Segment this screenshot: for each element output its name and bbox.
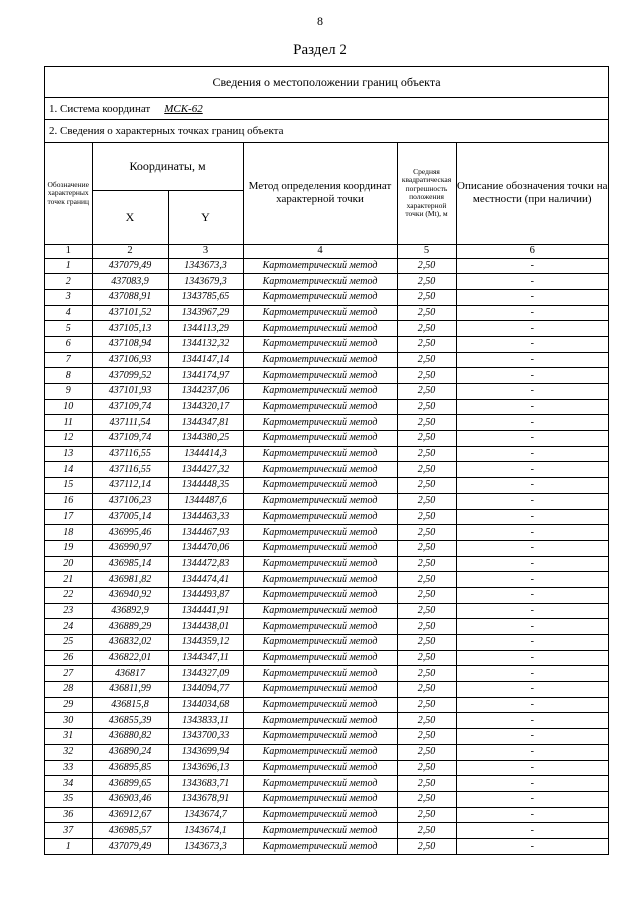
method-cell: Картометрический метод [243, 289, 397, 305]
description-cell: - [456, 587, 608, 603]
method-cell: Картометрический метод [243, 415, 397, 431]
method-cell: Картометрический метод [243, 258, 397, 274]
description-cell: - [456, 352, 608, 368]
point-number-cell: 5 [45, 321, 92, 337]
x-coordinate-cell: 436817 [92, 666, 168, 682]
method-cell: Картометрический метод [243, 478, 397, 494]
x-coordinate-cell: 436895,85 [92, 760, 168, 776]
description-cell: - [456, 258, 608, 274]
method-cell: Картометрический метод [243, 619, 397, 635]
y-coordinate-cell: 1343683,71 [168, 776, 243, 792]
col-header-x: X [92, 190, 168, 244]
x-coordinate-cell: 436995,46 [92, 525, 168, 541]
method-cell: Картометрический метод [243, 431, 397, 447]
table-row [45, 305, 608, 321]
x-coordinate-cell: 437101,52 [92, 305, 168, 321]
y-coordinate-cell: 1343679,3 [168, 274, 243, 290]
y-coordinate-cell: 1344359,12 [168, 635, 243, 651]
method-cell: Картометрический метод [243, 838, 397, 854]
x-coordinate-cell: 437116,55 [92, 446, 168, 462]
column-number-row [45, 244, 608, 258]
x-coordinate-cell: 437106,93 [92, 352, 168, 368]
point-number-cell: 8 [45, 368, 92, 384]
table-row [45, 744, 608, 760]
point-number-cell: 15 [45, 478, 92, 494]
method-cell: Картометрический метод [243, 462, 397, 478]
y-coordinate-cell: 1344237,06 [168, 384, 243, 400]
table-row [45, 650, 608, 666]
description-cell: - [456, 446, 608, 462]
x-coordinate-cell: 436940,92 [92, 587, 168, 603]
rms-error-cell: 2,50 [397, 258, 456, 274]
rms-error-cell: 2,50 [397, 540, 456, 556]
coord-system-label: 1. Система координат [49, 102, 151, 115]
description-cell: - [456, 682, 608, 698]
point-number-cell: 24 [45, 619, 92, 635]
table-row [45, 289, 608, 305]
description-cell: - [456, 744, 608, 760]
table-row [45, 776, 608, 792]
rms-error-cell: 2,50 [397, 572, 456, 588]
y-coordinate-cell: 1344472,83 [168, 556, 243, 572]
table-heading: Сведения о местоположении границ объекта [45, 67, 608, 98]
y-coordinate-cell: 1343967,29 [168, 305, 243, 321]
description-cell: - [456, 823, 608, 839]
x-coordinate-cell: 437105,13 [92, 321, 168, 337]
x-coordinate-cell: 437088,91 [92, 289, 168, 305]
description-cell: - [456, 415, 608, 431]
points-table [45, 143, 608, 854]
description-cell: - [456, 556, 608, 572]
point-number-cell: 19 [45, 540, 92, 556]
description-cell: - [456, 650, 608, 666]
point-number-cell: 4 [45, 305, 92, 321]
x-coordinate-cell: 436985,57 [92, 823, 168, 839]
method-cell: Картометрический метод [243, 760, 397, 776]
description-cell: - [456, 697, 608, 713]
point-number-cell: 29 [45, 697, 92, 713]
rms-error-cell: 2,50 [397, 462, 456, 478]
x-coordinate-cell: 436822,01 [92, 650, 168, 666]
rms-error-cell: 2,50 [397, 368, 456, 384]
rms-error-cell: 2,50 [397, 823, 456, 839]
column-number: 2 [92, 244, 168, 258]
table-row [45, 336, 608, 352]
x-coordinate-cell: 436981,82 [92, 572, 168, 588]
y-coordinate-cell: 1344320,17 [168, 399, 243, 415]
table-row [45, 399, 608, 415]
rms-error-cell: 2,50 [397, 791, 456, 807]
x-coordinate-cell: 436815,8 [92, 697, 168, 713]
table-row [45, 493, 608, 509]
table-row [45, 587, 608, 603]
rms-error-cell: 2,50 [397, 776, 456, 792]
x-coordinate-cell: 437079,49 [92, 258, 168, 274]
y-coordinate-cell: 1344438,01 [168, 619, 243, 635]
y-coordinate-cell: 1344347,11 [168, 650, 243, 666]
method-cell: Картометрический метод [243, 650, 397, 666]
x-coordinate-cell: 436889,29 [92, 619, 168, 635]
table-row [45, 603, 608, 619]
method-cell: Картометрический метод [243, 509, 397, 525]
table-row [45, 823, 608, 839]
method-cell: Картометрический метод [243, 352, 397, 368]
table-row [45, 478, 608, 494]
point-number-cell: 13 [45, 446, 92, 462]
method-cell: Картометрический метод [243, 603, 397, 619]
y-coordinate-cell: 1344470,06 [168, 540, 243, 556]
y-coordinate-cell: 1343674,7 [168, 807, 243, 823]
col-header-coordinates: Координаты, м [92, 143, 243, 190]
point-number-cell: 10 [45, 399, 92, 415]
point-number-cell: 17 [45, 509, 92, 525]
rms-error-cell: 2,50 [397, 666, 456, 682]
description-cell: - [456, 525, 608, 541]
method-cell: Картометрический метод [243, 305, 397, 321]
method-cell: Картометрический метод [243, 525, 397, 541]
rms-error-cell: 2,50 [397, 493, 456, 509]
rms-error-cell: 2,50 [397, 635, 456, 651]
method-cell: Картометрический метод [243, 729, 397, 745]
rms-error-cell: 2,50 [397, 399, 456, 415]
point-number-cell: 12 [45, 431, 92, 447]
rms-error-cell: 2,50 [397, 336, 456, 352]
method-cell: Картометрический метод [243, 744, 397, 760]
description-cell: - [456, 289, 608, 305]
y-coordinate-cell: 1344147,14 [168, 352, 243, 368]
coord-system-value: МСК-62 [164, 102, 203, 115]
rms-error-cell: 2,50 [397, 321, 456, 337]
rms-error-cell: 2,50 [397, 682, 456, 698]
point-number-cell: 23 [45, 603, 92, 619]
description-cell: - [456, 462, 608, 478]
table-row [45, 807, 608, 823]
x-coordinate-cell: 436855,39 [92, 713, 168, 729]
description-cell: - [456, 431, 608, 447]
x-coordinate-cell: 437109,74 [92, 399, 168, 415]
description-cell: - [456, 635, 608, 651]
col-header-description: Описание обозначения точки на местности (при наличии) [456, 143, 608, 244]
method-cell: Картометрический метод [243, 587, 397, 603]
x-coordinate-cell: 437083,9 [92, 274, 168, 290]
description-cell: - [456, 540, 608, 556]
table-row [45, 509, 608, 525]
column-number: 4 [243, 244, 397, 258]
x-coordinate-cell: 436985,14 [92, 556, 168, 572]
y-coordinate-cell: 1343785,65 [168, 289, 243, 305]
point-number-cell: 28 [45, 682, 92, 698]
x-coordinate-cell: 437109,74 [92, 431, 168, 447]
point-number-cell: 16 [45, 493, 92, 509]
x-coordinate-cell: 436890,24 [92, 744, 168, 760]
description-cell: - [456, 776, 608, 792]
x-coordinate-cell: 437101,93 [92, 384, 168, 400]
point-number-cell: 35 [45, 791, 92, 807]
x-coordinate-cell: 436880,82 [92, 729, 168, 745]
col-header-point: Обозначение характерных точек границ [45, 143, 92, 244]
rms-error-cell: 2,50 [397, 697, 456, 713]
table-row [45, 682, 608, 698]
table-row [45, 352, 608, 368]
table-row [45, 321, 608, 337]
y-coordinate-cell: 1344493,87 [168, 587, 243, 603]
rms-error-cell: 2,50 [397, 744, 456, 760]
point-number-cell: 1 [45, 838, 92, 854]
rms-error-cell: 2,50 [397, 587, 456, 603]
column-number: 1 [45, 244, 92, 258]
y-coordinate-cell: 1344441,91 [168, 603, 243, 619]
point-number-cell: 3 [45, 289, 92, 305]
method-cell: Картометрический метод [243, 368, 397, 384]
rms-error-cell: 2,50 [397, 352, 456, 368]
y-coordinate-cell: 1343673,3 [168, 838, 243, 854]
method-cell: Картометрический метод [243, 336, 397, 352]
method-cell: Картометрический метод [243, 274, 397, 290]
description-cell: - [456, 368, 608, 384]
table-row [45, 556, 608, 572]
y-coordinate-cell: 1344414,3 [168, 446, 243, 462]
x-coordinate-cell: 436903,46 [92, 791, 168, 807]
y-coordinate-cell: 1344094,77 [168, 682, 243, 698]
point-number-cell: 22 [45, 587, 92, 603]
description-cell: - [456, 729, 608, 745]
table-row [45, 838, 608, 854]
method-cell: Картометрический метод [243, 446, 397, 462]
x-coordinate-cell: 436990,97 [92, 540, 168, 556]
description-cell: - [456, 619, 608, 635]
table-row [45, 697, 608, 713]
method-cell: Картометрический метод [243, 713, 397, 729]
description-cell: - [456, 399, 608, 415]
table-row [45, 540, 608, 556]
table-row [45, 274, 608, 290]
method-cell: Картометрический метод [243, 666, 397, 682]
y-coordinate-cell: 1344487,6 [168, 493, 243, 509]
description-cell: - [456, 713, 608, 729]
rms-error-cell: 2,50 [397, 713, 456, 729]
table-row [45, 368, 608, 384]
point-number-cell: 11 [45, 415, 92, 431]
point-number-cell: 21 [45, 572, 92, 588]
point-number-cell: 14 [45, 462, 92, 478]
table-row [45, 713, 608, 729]
y-coordinate-cell: 1344463,33 [168, 509, 243, 525]
rms-error-cell: 2,50 [397, 650, 456, 666]
point-number-cell: 7 [45, 352, 92, 368]
table-row [45, 446, 608, 462]
x-coordinate-cell: 436899,65 [92, 776, 168, 792]
x-coordinate-cell: 437005,14 [92, 509, 168, 525]
point-number-cell: 37 [45, 823, 92, 839]
y-coordinate-cell: 1344347,81 [168, 415, 243, 431]
x-coordinate-cell: 437112,14 [92, 478, 168, 494]
rms-error-cell: 2,50 [397, 478, 456, 494]
section-title: Раздел 2 [293, 42, 347, 58]
description-cell: - [456, 572, 608, 588]
rms-error-cell: 2,50 [397, 431, 456, 447]
point-number-cell: 30 [45, 713, 92, 729]
boundary-table-frame [44, 66, 609, 855]
x-coordinate-cell: 436811,99 [92, 682, 168, 698]
method-cell: Картометрический метод [243, 493, 397, 509]
point-number-cell: 33 [45, 760, 92, 776]
point-number-cell: 18 [45, 525, 92, 541]
point-number-cell: 34 [45, 776, 92, 792]
col-header-method: Метод определения координат характерной точки [243, 143, 397, 244]
table-row [45, 415, 608, 431]
method-cell: Картометрический метод [243, 556, 397, 572]
point-number-cell: 20 [45, 556, 92, 572]
method-cell: Картометрический метод [243, 776, 397, 792]
table-row [45, 791, 608, 807]
point-number-cell: 32 [45, 744, 92, 760]
y-coordinate-cell: 1343700,33 [168, 729, 243, 745]
rms-error-cell: 2,50 [397, 760, 456, 776]
method-cell: Картометрический метод [243, 823, 397, 839]
table-row [45, 258, 608, 274]
rms-error-cell: 2,50 [397, 415, 456, 431]
y-coordinate-cell: 1343833,11 [168, 713, 243, 729]
description-cell: - [456, 305, 608, 321]
coord-system-line [45, 98, 608, 120]
y-coordinate-cell: 1343696,13 [168, 760, 243, 776]
points-heading: 2. Сведения о характерных точках границ объекта [45, 120, 608, 143]
method-cell: Картометрический метод [243, 321, 397, 337]
x-coordinate-cell: 437108,94 [92, 336, 168, 352]
y-coordinate-cell: 1344174,97 [168, 368, 243, 384]
point-number-cell: 2 [45, 274, 92, 290]
point-number-cell: 27 [45, 666, 92, 682]
description-cell: - [456, 838, 608, 854]
x-coordinate-cell: 437079,49 [92, 838, 168, 854]
point-number-cell: 6 [45, 336, 92, 352]
x-coordinate-cell: 437099,52 [92, 368, 168, 384]
rms-error-cell: 2,50 [397, 274, 456, 290]
rms-error-cell: 2,50 [397, 289, 456, 305]
rms-error-cell: 2,50 [397, 729, 456, 745]
y-coordinate-cell: 1344467,93 [168, 525, 243, 541]
x-coordinate-cell: 437116,55 [92, 462, 168, 478]
method-cell: Картометрический метод [243, 384, 397, 400]
col-header-y: Y [168, 190, 243, 244]
table-row [45, 384, 608, 400]
x-coordinate-cell: 436912,67 [92, 807, 168, 823]
description-cell: - [456, 384, 608, 400]
method-cell: Картометрический метод [243, 697, 397, 713]
y-coordinate-cell: 1344113,29 [168, 321, 243, 337]
description-cell: - [456, 603, 608, 619]
table-row [45, 666, 608, 682]
table-row [45, 619, 608, 635]
y-coordinate-cell: 1344327,09 [168, 666, 243, 682]
method-cell: Картометрический метод [243, 572, 397, 588]
rms-error-cell: 2,50 [397, 509, 456, 525]
description-cell: - [456, 807, 608, 823]
y-coordinate-cell: 1344034,68 [168, 697, 243, 713]
column-number: 5 [397, 244, 456, 258]
table-row [45, 525, 608, 541]
rms-error-cell: 2,50 [397, 838, 456, 854]
col-header-rms-error: Средняя квадратическая погрешность положения характерной точки (Мt), м [397, 143, 456, 244]
method-cell: Картометрический метод [243, 399, 397, 415]
table-row [45, 572, 608, 588]
y-coordinate-cell: 1344380,25 [168, 431, 243, 447]
rms-error-cell: 2,50 [397, 603, 456, 619]
table-row [45, 760, 608, 776]
rms-error-cell: 2,50 [397, 446, 456, 462]
description-cell: - [456, 493, 608, 509]
point-number-cell: 36 [45, 807, 92, 823]
point-number-cell: 31 [45, 729, 92, 745]
column-number: 3 [168, 244, 243, 258]
rms-error-cell: 2,50 [397, 525, 456, 541]
rms-error-cell: 2,50 [397, 556, 456, 572]
method-cell: Картометрический метод [243, 540, 397, 556]
y-coordinate-cell: 1344448,35 [168, 478, 243, 494]
method-cell: Картометрический метод [243, 791, 397, 807]
rms-error-cell: 2,50 [397, 305, 456, 321]
point-number-cell: 1 [45, 258, 92, 274]
y-coordinate-cell: 1343699,94 [168, 744, 243, 760]
description-cell: - [456, 336, 608, 352]
description-cell: - [456, 509, 608, 525]
description-cell: - [456, 321, 608, 337]
description-cell: - [456, 791, 608, 807]
table-row [45, 729, 608, 745]
method-cell: Картометрический метод [243, 635, 397, 651]
y-coordinate-cell: 1344427,32 [168, 462, 243, 478]
table-row [45, 462, 608, 478]
column-number: 6 [456, 244, 608, 258]
description-cell: - [456, 478, 608, 494]
rms-error-cell: 2,50 [397, 384, 456, 400]
rms-error-cell: 2,50 [397, 807, 456, 823]
table-row [45, 431, 608, 447]
method-cell: Картометрический метод [243, 682, 397, 698]
y-coordinate-cell: 1344474,41 [168, 572, 243, 588]
method-cell: Картометрический метод [243, 807, 397, 823]
rms-error-cell: 2,50 [397, 619, 456, 635]
y-coordinate-cell: 1343674,1 [168, 823, 243, 839]
x-coordinate-cell: 437111,54 [92, 415, 168, 431]
x-coordinate-cell: 437106,23 [92, 493, 168, 509]
y-coordinate-cell: 1344132,32 [168, 336, 243, 352]
description-cell: - [456, 274, 608, 290]
table-row [45, 635, 608, 651]
description-cell: - [456, 666, 608, 682]
point-number-cell: 26 [45, 650, 92, 666]
point-number-cell: 9 [45, 384, 92, 400]
description-cell: - [456, 760, 608, 776]
x-coordinate-cell: 436832,02 [92, 635, 168, 651]
page-number: 8 [317, 14, 323, 28]
x-coordinate-cell: 436892,9 [92, 603, 168, 619]
y-coordinate-cell: 1343678,91 [168, 791, 243, 807]
point-number-cell: 25 [45, 635, 92, 651]
y-coordinate-cell: 1343673,3 [168, 258, 243, 274]
